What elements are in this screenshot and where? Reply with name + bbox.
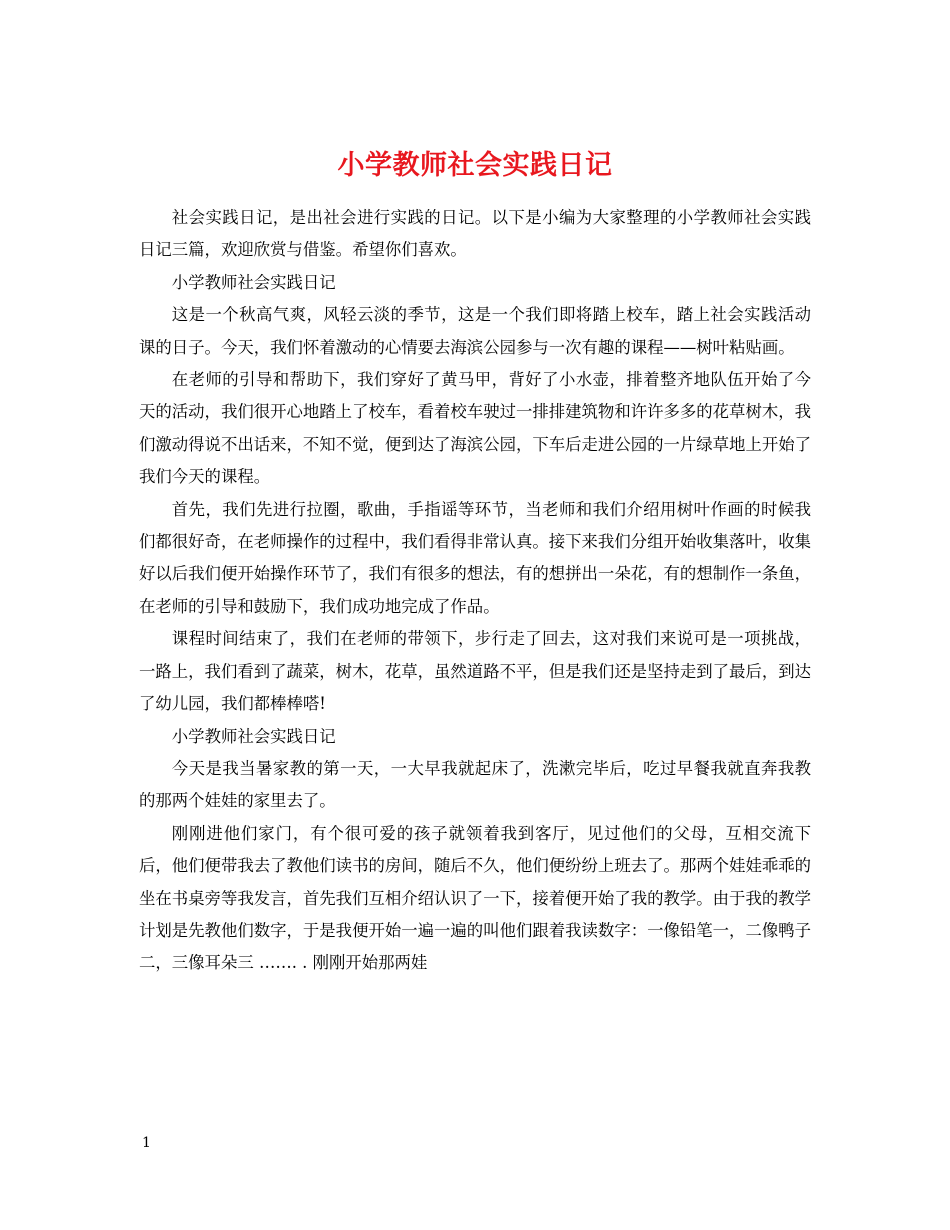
section-heading-2: 小学教师社会实践日记 (171, 726, 336, 746)
section-heading-1: 小学教师社会实践日记 (171, 272, 336, 292)
paragraph: 课程时间结束了，我们在老师的带领下，步行走了回去，这对我们来说可是一项挑战，一路上，我们看到了蔬菜，树木，花草，虽然道路不平，但是我们还是坚持走到了最后，到达了幼儿园，我们都棒棒嗒! (139, 629, 812, 714)
paragraph: 首先，我们先进行拉圈，歌曲，手指谣等环节，当老师和我们介绍用树叶作画的时候我们都很好奇，在老师操作的过程中，我们看得非常认真。接下来我们分组开始收集落叶，收集好以后我们便开始操作环节了，我们有很多的想法，有的想拼出一朵花，有的想制作一条鱼，在老师的引导和鼓励下，我们成功地完成了作品。 (139, 499, 812, 616)
page-number: 1 (142, 1135, 151, 1151)
paragraph: 这是一个秋高气爽，风轻云淡的季节，这是一个我们即将踏上校车，踏上社会实践活动课的日子。今天，我们怀着激动的心情要去海滨公园参与一次有趣的课程——树叶粘贴画。 (139, 305, 811, 357)
document-title: 小学教师社会实践日记 (337, 150, 613, 182)
paragraph-intro: 社会实践日记，是出社会进行实践的日记。以下是小编为大家整理的小学教师社会实践日记三篇，欢迎欣赏与借鉴。希望你们喜欢。 (139, 208, 811, 260)
paragraph: 在老师的引导和帮助下，我们穿好了黄马甲，背好了小水壶，排着整齐地队伍开始了今天的活动，我们很开心地踏上了校车，看着校车驶过一排排建筑物和许许多多的花草树木，我们激动得说不出话来，不知不觉，便到达了海滨公园，下车后走进公园的一片绿草地上开始了我们今天的课程。 (139, 370, 812, 487)
paragraph: 刚刚进他们家门，有个很可爱的孩子就领着我到客厅，见过他们的父母，互相交流下后，他们便带我去了教他们读书的房间，随后不久，他们便纷纷上班去了。那两个娃娃乖乖的坐在书桌旁等我发言，首先我们互相介绍认识了一下，接着便开始了我的教学。由于我的教学计划是先教他们数字，于是我便开始一遍一遍的叫他们跟着我读数字：一像铅笔一，二像鸭子二，三像耳朵三 ……. . 刚刚开始那两娃 (139, 823, 812, 973)
document-body (139, 202, 811, 980)
paragraph: 今天是我当暑家教的第一天，一大早我就起床了，洗漱完毕后，吃过早餐我就直奔我教的那两个娃娃的家里去了。 (139, 758, 811, 811)
